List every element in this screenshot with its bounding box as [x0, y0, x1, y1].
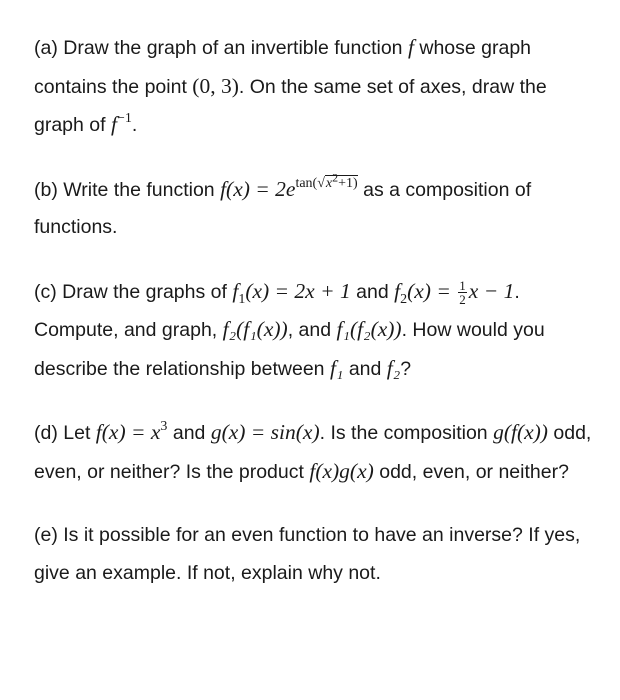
- exponent-tail: +1): [338, 175, 358, 191]
- f2-reference: f₂: [386, 355, 401, 380]
- f2-definition-rest: x − 1: [468, 278, 515, 303]
- question-d-text: . Is the composition: [319, 422, 488, 444]
- question-a-period: .: [131, 114, 138, 136]
- radicand-variable: x: [325, 175, 333, 191]
- question-b-text: as a composition of functions.: [34, 178, 532, 238]
- question-a-text-2: . On the same set of axes, draw the graph of: [34, 75, 547, 136]
- f1-definition: (x) = 2x + 1: [245, 278, 351, 303]
- question-b: [34, 171, 596, 247]
- product-fg: f(x)g(x): [309, 458, 374, 483]
- function-definition: f(x) = 2e: [220, 176, 296, 201]
- f1-reference: f₁: [329, 355, 344, 380]
- f-definition: f(x) = x: [95, 420, 161, 444]
- question-d: [34, 414, 596, 491]
- question-e-text: (e) Is it possible for an even function to have an inverse? If yes, give an example. If not, explain why not.: [34, 524, 581, 584]
- exponent-tan: tan(√: [295, 175, 325, 191]
- question-e: [34, 517, 596, 592]
- function-symbol: f: [407, 35, 414, 59]
- conjunction: and: [348, 357, 382, 380]
- f1-subscript: 1: [238, 291, 246, 307]
- conjunction: and: [298, 319, 332, 341]
- question-a-label: (a) Draw the graph of an invertible function: [34, 37, 403, 59]
- question-a-text: whose graph contains the point: [34, 37, 532, 98]
- question-c: [34, 273, 596, 389]
- inverse-function-base: f: [110, 112, 117, 136]
- exponent-expression: [295, 169, 358, 191]
- question-d-label: (d) Let: [34, 422, 91, 444]
- question-mark: ?: [400, 357, 412, 380]
- point-coordinates: (0, 3): [192, 73, 239, 98]
- radicand-power: 2: [332, 169, 339, 184]
- conjunction: and: [356, 280, 389, 303]
- question-a: [34, 29, 596, 145]
- composition-g-of-f: g(f(x)): [493, 420, 548, 444]
- question-c-text-2: . How would you describe the relationship between: [34, 319, 545, 380]
- question-c-text: . Compute, and graph,: [34, 280, 520, 341]
- question-b-label: (b) Write the function: [34, 178, 215, 201]
- f1-name: f: [232, 278, 239, 303]
- question-d-text-2: odd, even, or neither? Is the product: [34, 422, 592, 483]
- f2-equals: (x) =: [407, 278, 451, 303]
- f2-subscript: 2: [400, 291, 408, 307]
- g-definition: g(x) = sin(x): [210, 420, 320, 444]
- inverse-exponent: −1: [116, 111, 132, 126]
- comma: ,: [287, 319, 294, 341]
- fraction-one-half: [458, 279, 467, 306]
- question-d-text-3: odd, even, or neither?: [379, 460, 569, 483]
- fraction-numerator: 1: [459, 277, 466, 293]
- question-c-label: (c) Draw the graphs of: [34, 280, 227, 303]
- composition-f1-of-f2: f₁(f₂(x)): [336, 317, 402, 341]
- f2-name: f: [394, 278, 401, 303]
- radicand: [325, 169, 358, 191]
- conjunction: and: [172, 422, 206, 444]
- cube-exponent: 3: [160, 419, 168, 434]
- composition-f2-of-f1: f₂(f₁(x)): [222, 317, 288, 341]
- fraction-denominator: 2: [459, 291, 466, 307]
